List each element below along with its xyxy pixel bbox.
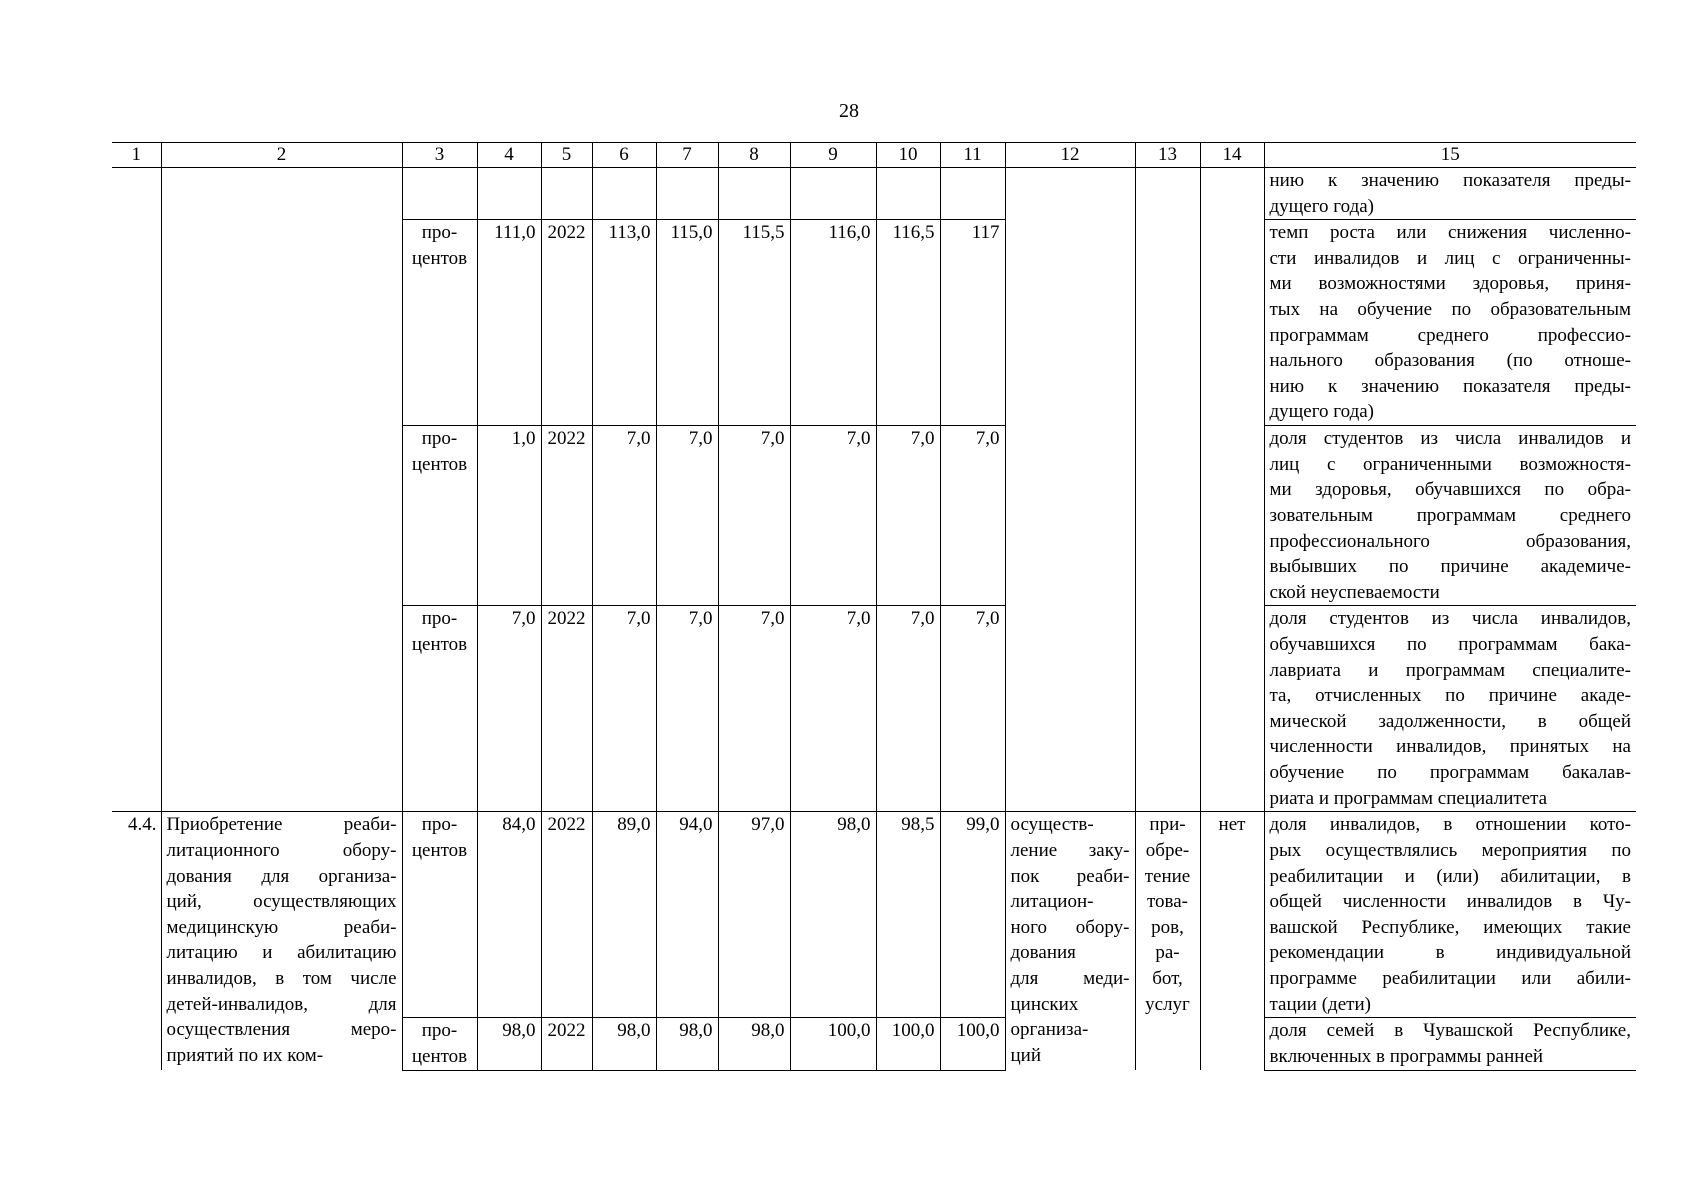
col-header-4: 4 <box>477 143 541 168</box>
base-year-cell: 2022 <box>541 426 592 606</box>
indicator-description <box>1264 812 1636 1018</box>
value-cell: 7,0 <box>876 426 940 606</box>
item-title-cell <box>161 168 402 812</box>
text-line: центов <box>411 1045 468 1067</box>
value-cell: 7,0 <box>718 426 790 606</box>
text-line: обре- <box>1145 839 1190 861</box>
text-line: нию к значению показателя преды- <box>1269 375 1631 397</box>
text-line: дования <box>1010 942 1076 964</box>
item-title-cell <box>161 812 402 1070</box>
text-line: тение <box>1144 865 1191 887</box>
text-line: осуществления меро- <box>166 1019 397 1041</box>
value-cell <box>940 168 1005 220</box>
col-header-15: 15 <box>1264 143 1636 168</box>
text-line: та, отчисленных по причине акаде- <box>1269 685 1631 707</box>
table-row <box>112 168 1636 220</box>
text-line: Приобретение реаби- <box>166 814 397 836</box>
text-line: профессионального образования, <box>1269 530 1631 552</box>
value-cell: 116,0 <box>790 220 876 426</box>
col-header-2: 2 <box>161 143 402 168</box>
text-line: про- <box>421 428 458 450</box>
base-value-cell: 111,0 <box>477 220 541 426</box>
column-number-header-row <box>112 143 1636 168</box>
value-cell <box>592 168 656 220</box>
value-cell: 98,0 <box>718 1018 790 1070</box>
unit-cell <box>402 168 477 220</box>
value-cell: 94,0 <box>656 812 718 1018</box>
purpose-cell <box>1135 168 1200 812</box>
value-cell: 7,0 <box>876 606 940 812</box>
indicator-description <box>1264 168 1636 220</box>
text-line: тации (дети) <box>1269 993 1371 1015</box>
value-cell <box>656 168 718 220</box>
value-cell: 113,0 <box>592 220 656 426</box>
text-line: включенных в программы ранней <box>1269 1045 1544 1067</box>
text-line: выбывших по причине академиче- <box>1269 556 1631 578</box>
col-header-14: 14 <box>1200 143 1264 168</box>
table-row <box>112 812 1636 1018</box>
text-line: темп роста или снижения численно- <box>1269 222 1631 244</box>
base-year-cell: 2022 <box>541 812 592 1018</box>
text-line: осуществ- <box>1010 814 1094 836</box>
value-cell: 7,0 <box>656 426 718 606</box>
text-line: детей-инвалидов, для <box>166 993 397 1015</box>
text-line: при- <box>1149 814 1186 836</box>
text-line: инвалидов, в том числе <box>166 967 397 989</box>
text-line: ций <box>1010 1044 1042 1066</box>
flag-cell <box>1200 168 1264 812</box>
value-cell: 7,0 <box>592 606 656 812</box>
col-header-13: 13 <box>1135 143 1200 168</box>
text-line: нию к значению показателя преды- <box>1269 170 1631 191</box>
base-year-cell <box>541 168 592 220</box>
unit-cell <box>402 426 477 606</box>
unit-cell <box>402 606 477 812</box>
value-cell: 7,0 <box>656 606 718 812</box>
base-year-cell: 2022 <box>541 1018 592 1070</box>
text-line: центов <box>411 453 468 475</box>
text-line: для меди- <box>1010 967 1130 989</box>
value-cell: 7,0 <box>940 426 1005 606</box>
value-cell: 100,0 <box>876 1018 940 1070</box>
text-line: литацию и абилитацию <box>166 942 397 964</box>
text-line: организа- <box>1010 1019 1089 1041</box>
value-cell: 100,0 <box>940 1018 1005 1070</box>
text-line: това- <box>1146 891 1189 913</box>
value-cell: 89,0 <box>592 812 656 1018</box>
text-line: доля инвалидов, в отношении кото- <box>1269 814 1631 836</box>
text-line: рекомендации в индивидуальной <box>1269 942 1631 964</box>
value-cell: 7,0 <box>790 606 876 812</box>
text-line: численности инвалидов, принятых на <box>1269 736 1631 758</box>
text-line: общей численности инвалидов в Чу- <box>1269 891 1631 913</box>
text-line: дования для организа- <box>166 865 397 887</box>
text-line: ров, <box>1151 916 1184 938</box>
indicator-table <box>112 142 1636 1071</box>
value-cell: 117 <box>940 220 1005 426</box>
value-cell: 98,0 <box>592 1018 656 1070</box>
text-line: рых осуществлялись мероприятия по <box>1269 839 1631 861</box>
col-header-11: 11 <box>940 143 1005 168</box>
text-line: риата и программам специалитета <box>1269 787 1548 809</box>
col-header-6: 6 <box>592 143 656 168</box>
col-header-7: 7 <box>656 143 718 168</box>
text-line: программе реабилитации или абили- <box>1269 967 1631 989</box>
text-line: бот, <box>1152 967 1183 989</box>
text-line: сти инвалидов и лиц с ограниченны- <box>1269 247 1631 269</box>
base-value-cell: 1,0 <box>477 426 541 606</box>
text-line: услуг <box>1145 993 1190 1015</box>
value-cell: 98,0 <box>790 812 876 1018</box>
text-line: нального образования (по отноше- <box>1269 350 1631 372</box>
text-line: ми здоровья, обучавшихся по обра- <box>1269 479 1631 501</box>
value-cell: 100,0 <box>790 1018 876 1070</box>
text-line: про- <box>421 222 458 244</box>
text-line: дущего года) <box>1269 401 1374 423</box>
measure-cell <box>1005 812 1135 1070</box>
base-value-cell: 84,0 <box>477 812 541 1018</box>
text-line: обучавшихся по программам бака- <box>1269 633 1631 655</box>
text-line: доля студентов из числа инвалидов, <box>1269 608 1631 630</box>
col-header-12: 12 <box>1005 143 1135 168</box>
base-value-cell: 98,0 <box>477 1018 541 1070</box>
text-line: мической задолженности, в общей <box>1269 710 1631 732</box>
purpose-cell <box>1135 812 1200 1070</box>
text-line: дущего года) <box>1269 195 1374 217</box>
flag-cell: нет <box>1200 812 1264 1070</box>
text-line: ного обору- <box>1010 916 1130 938</box>
text-line: литацион- <box>1010 891 1094 913</box>
value-cell: 98,0 <box>656 1018 718 1070</box>
value-cell: 7,0 <box>718 606 790 812</box>
value-cell: 98,5 <box>876 812 940 1018</box>
value-cell: 115,0 <box>656 220 718 426</box>
text-line: реабилитации и (или) абилитации, в <box>1269 865 1631 887</box>
col-header-9: 9 <box>790 143 876 168</box>
text-line: центов <box>411 247 468 269</box>
measure-cell <box>1005 168 1135 812</box>
text-line: доля студентов из числа инвалидов и <box>1269 428 1631 450</box>
base-year-cell: 2022 <box>541 220 592 426</box>
text-line: медицинскую реаби- <box>166 916 397 938</box>
text-line: центов <box>411 633 468 655</box>
text-line: про- <box>421 1020 458 1042</box>
text-line: про- <box>421 814 458 836</box>
text-line: центов <box>411 839 468 861</box>
col-header-10: 10 <box>876 143 940 168</box>
text-line: доля семей в Чувашской Республике, <box>1269 1020 1631 1042</box>
page-number: 28 <box>839 100 859 122</box>
text-line: ра- <box>1155 942 1180 964</box>
base-value-cell <box>477 168 541 220</box>
value-cell: 7,0 <box>940 606 1005 812</box>
text-line: программам среднего профессио- <box>1269 324 1631 346</box>
text-line: зовательным программам среднего <box>1269 504 1631 526</box>
unit-cell <box>402 220 477 426</box>
item-number-cell <box>112 168 161 812</box>
text-line: лавриата и программам специалите- <box>1269 659 1631 681</box>
unit-cell <box>402 812 477 1018</box>
text-line: цинских <box>1010 993 1079 1015</box>
text-line: ми возможностями здоровья, приня- <box>1269 273 1631 295</box>
indicator-description <box>1264 606 1636 812</box>
value-cell: 115,5 <box>718 220 790 426</box>
base-value-cell: 7,0 <box>477 606 541 812</box>
text-line: про- <box>421 608 458 630</box>
text-line: вашской Республике, имеющих такие <box>1269 916 1631 938</box>
col-header-3: 3 <box>402 143 477 168</box>
base-year-cell: 2022 <box>541 606 592 812</box>
text-line: ление заку- <box>1010 839 1130 861</box>
col-header-8: 8 <box>718 143 790 168</box>
text-line: ций, осуществляющих <box>166 891 397 913</box>
text-line: пок реаби- <box>1010 865 1130 887</box>
text-line: лиц с ограниченными возможностя- <box>1269 453 1631 475</box>
value-cell: 7,0 <box>592 426 656 606</box>
value-cell: 97,0 <box>718 812 790 1018</box>
indicator-description <box>1264 426 1636 606</box>
text-line: ской неуспеваемости <box>1269 581 1440 603</box>
value-cell: 7,0 <box>790 426 876 606</box>
value-cell <box>876 168 940 220</box>
indicator-description <box>1264 1018 1636 1070</box>
indicator-description <box>1264 220 1636 426</box>
text-line: тых на обучение по образовательным <box>1269 298 1631 320</box>
unit-cell <box>402 1018 477 1070</box>
text-line: приятий по их ком- <box>166 1044 324 1066</box>
col-header-5: 5 <box>541 143 592 168</box>
value-cell <box>718 168 790 220</box>
text-line: обучение по программам бакалав- <box>1269 761 1631 783</box>
text-line: литационного обору- <box>166 839 397 861</box>
col-header-1: 1 <box>112 143 161 168</box>
value-cell: 99,0 <box>940 812 1005 1018</box>
value-cell <box>790 168 876 220</box>
value-cell: 116,5 <box>876 220 940 426</box>
item-number-cell: 4.4. <box>112 812 161 1070</box>
